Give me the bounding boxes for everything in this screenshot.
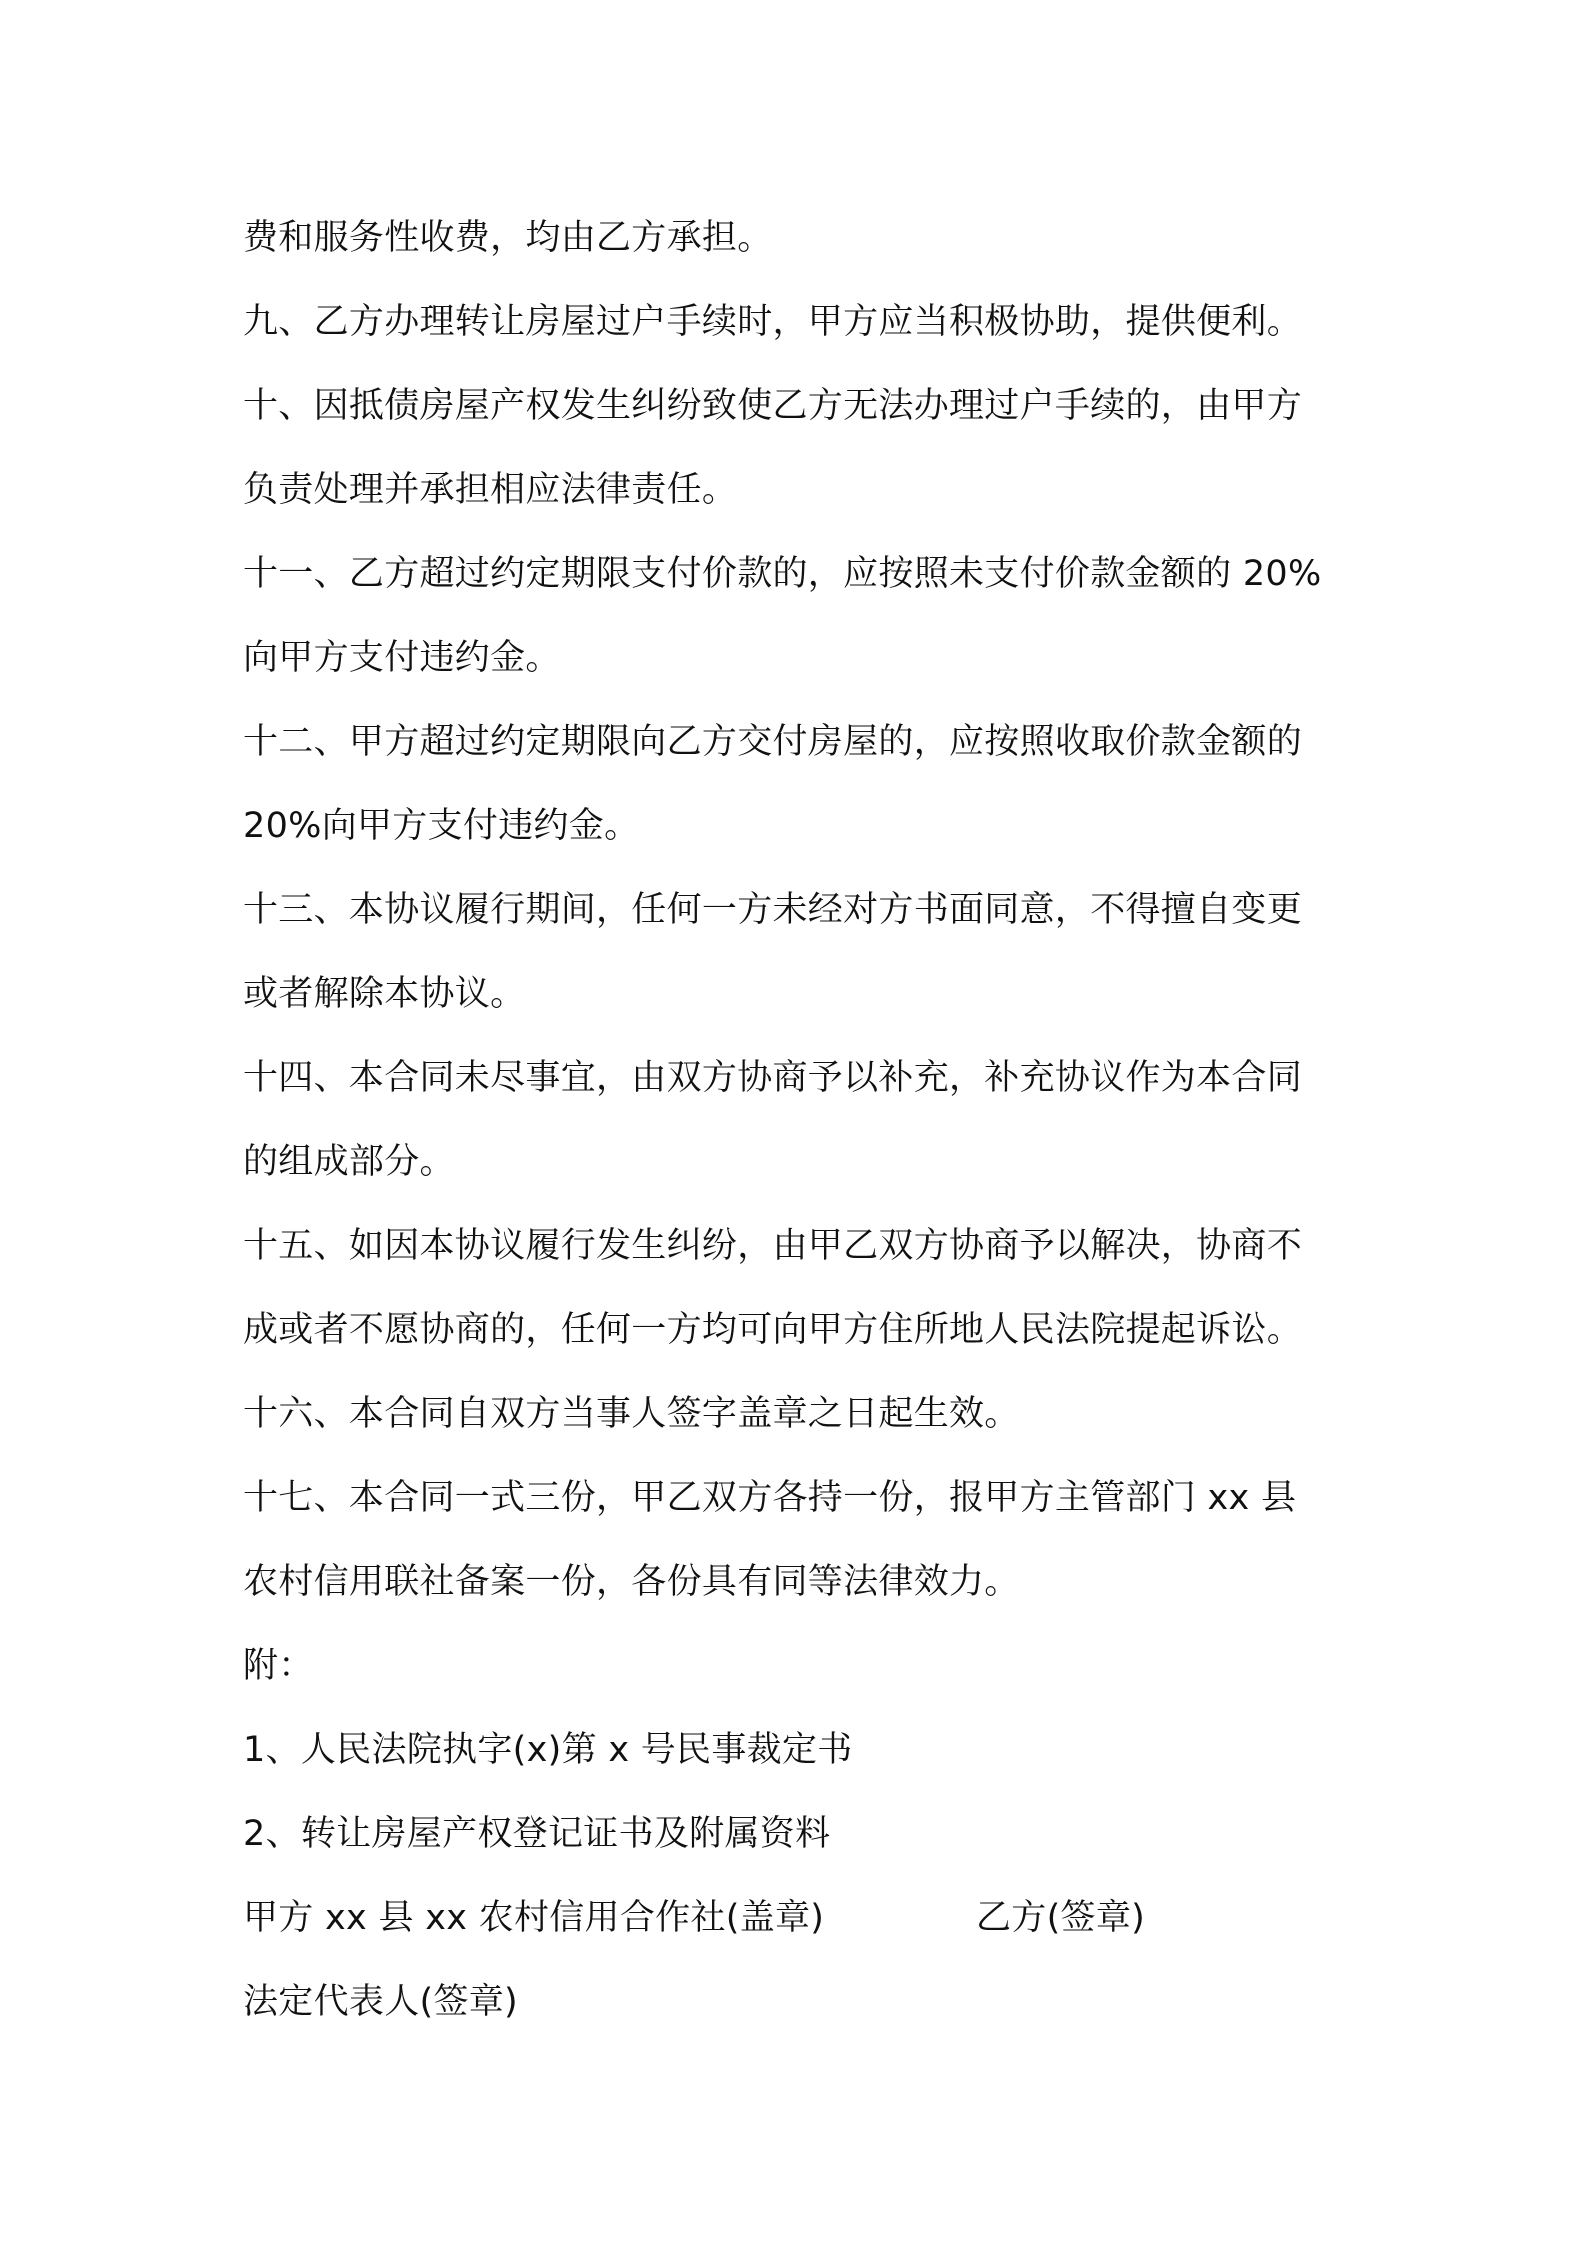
party-b-signature: 乙方(签章) [976, 1898, 1146, 1938]
clause-line: 向甲方支付违约金。 [243, 638, 561, 678]
clause-line: 负责处理并承担相应法律责任。 [243, 470, 738, 510]
clause-line: 九、乙方办理转让房屋过户手续时，甲方应当积极协助，提供便利。 [243, 302, 1303, 342]
clause-line: 十七、本合同一式三份，甲乙双方各持一份，报甲方主管部门 xx 县 [243, 1478, 1297, 1518]
attachment-label: 附： [243, 1646, 314, 1686]
clause-line: 十一、乙方超过约定期限支付价款的，应按照未支付价款金额的 20% [243, 554, 1322, 594]
signature-row [243, 1876, 1363, 1960]
attachment-item: 1、人民法院执字(x)第 x 号民事裁定书 [243, 1730, 853, 1770]
document-body [243, 196, 1363, 2044]
clause-line: 费和服务性收费，均由乙方承担。 [243, 218, 773, 258]
clause-line: 的组成部分。 [243, 1142, 455, 1182]
clause-line: 十三、本协议履行期间，任何一方未经对方书面同意，不得擅自变更 [243, 890, 1303, 930]
clause-line: 成或者不愿协商的，任何一方均可向甲方住所地人民法院提起诉讼。 [243, 1310, 1303, 1350]
clause-line: 十五、如因本协议履行发生纠纷，由甲乙双方协商予以解决，协商不 [243, 1226, 1303, 1266]
clause-line: 十六、本合同自双方当事人签字盖章之日起生效。 [243, 1394, 1020, 1434]
clause-line: 十二、甲方超过约定期限向乙方交付房屋的，应按照收取价款金额的 [243, 722, 1303, 762]
clause-line: 或者解除本协议。 [243, 974, 526, 1014]
party-a-signature: 甲方 xx 县 xx 农村信用合作社(盖章) [243, 1898, 825, 1938]
clause-line: 农村信用联社备案一份，各份具有同等法律效力。 [243, 1562, 1020, 1602]
legal-representative-signature: 法定代表人(签章) [243, 1982, 519, 2022]
attachment-item: 2、转让房屋产权登记证书及附属资料 [243, 1814, 831, 1854]
clause-line: 十四、本合同未尽事宜，由双方协商予以补充，补充协议作为本合同 [243, 1058, 1303, 1098]
clause-line: 十、因抵债房屋产权发生纠纷致使乙方无法办理过户手续的，由甲方 [243, 386, 1303, 426]
clause-line: 20%向甲方支付违约金。 [243, 806, 640, 846]
